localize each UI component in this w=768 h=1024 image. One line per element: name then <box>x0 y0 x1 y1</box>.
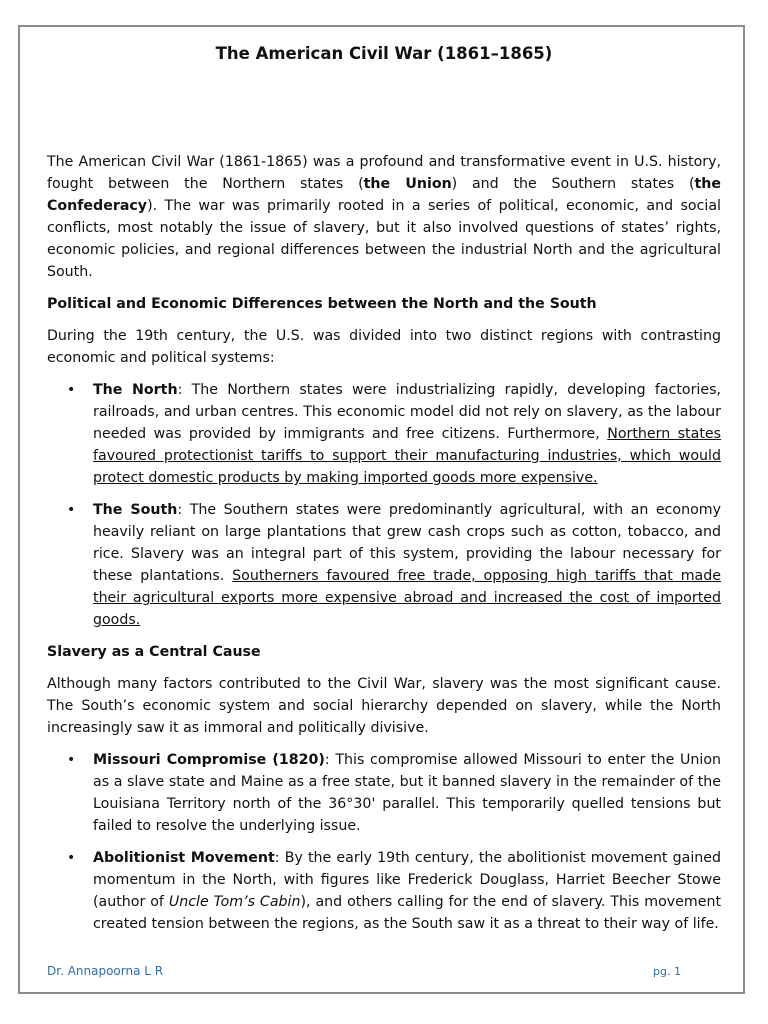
union-term: the Union <box>363 176 452 192</box>
section-heading-slavery: Slavery as a Central Cause <box>47 644 261 660</box>
item-text: ), and others calling for the end of slavery. This movement created tension between the regions, as the South saw it as a threat to their way of life. <box>93 894 722 932</box>
intro-text: ). The war was primarily rooted in a series of political, economic, and social conflicts, most notably the issue of slavery, but it also involved questions of states’ rights, economic policies, and regional differences between the industrial North and the agricultural South. <box>47 198 721 280</box>
item-term: Missouri Compromise (1820) <box>93 752 325 768</box>
differences-list <box>47 379 721 631</box>
item-term: The South <box>93 502 178 518</box>
bullet-icon: • <box>67 752 76 768</box>
item-text: : The Southern states were predominantly agricultural, with an economy heavily reliant on large plantations that grew cash crops such as cotton, tobacco, and rice. Slavery was an integral part of this system, providing the labour necessary for these plantations. <box>93 502 721 584</box>
list-item-north <box>47 379 721 489</box>
slavery-paragraph: Although many factors contributed to the Civil War, slavery was the most significant cause. The South’s economic system and social hierarchy depended on slavery, while the North increasingly saw it as immoral and politically divisive. <box>47 676 721 736</box>
list-item-abolitionist <box>47 847 721 935</box>
bullet-icon: • <box>67 382 76 398</box>
intro-paragraph <box>47 151 721 283</box>
differences-paragraph: During the 19th century, the U.S. was divided into two distinct regions with contrasting economic and political systems: <box>47 328 721 366</box>
list-item-missouri <box>47 749 721 837</box>
underlined-text: Southerners favoured free trade, opposing high tariffs that made their agricultural exports more expensive abroad and increased the cost of imported goods. <box>93 568 721 628</box>
item-text: : By the early 19th century, the abolitionist movement gained momentum in the North, with figures like Frederick Douglass, Harriet Beecher Stowe (author of <box>93 850 722 910</box>
item-term: Abolitionist Movement <box>93 850 275 866</box>
bullet-icon: • <box>67 502 76 518</box>
page-title: The American Civil War (1861–1865) <box>215 44 553 63</box>
footer-author: Dr. Annapoorna L R <box>47 964 164 978</box>
document-body <box>47 42 721 945</box>
footer-page-number: pg. 1 <box>653 965 681 978</box>
intro-text: The American Civil War (1861-1865) was a profound and transformative event in U.S. history, fought between the Northern states ( <box>47 154 721 192</box>
confederacy-term: the Confederacy <box>47 176 721 214</box>
intro-text: ) and the Southern states ( <box>451 176 695 192</box>
item-text: : This compromise allowed Missouri to enter the Union as a slave state and Maine as a free state, but it banned slavery in the remainder of the Louisiana Territory north of the 36°30' parallel. This temporarily quelled tensions but failed to resolve the underlying issue. <box>93 752 722 834</box>
list-item-south <box>47 499 721 631</box>
book-title: Uncle Tom’s Cabin <box>168 894 301 910</box>
item-term: The North <box>93 382 178 398</box>
slavery-list <box>47 749 721 935</box>
underlined-text: Northern states favoured protectionist tariffs to support their manufacturing industries, which would protect domestic products by making imported goods more expensive. <box>93 426 721 486</box>
bullet-icon: • <box>67 850 76 866</box>
section-heading-differences: Political and Economic Differences between the North and the South <box>47 296 597 312</box>
item-text: : The Northern states were industrializing rapidly, developing factories, railroads, and urban centres. This economic model did not rely on slavery, as the labour needed was provided by immigrants and free citizens. Furthermore, <box>93 382 721 442</box>
